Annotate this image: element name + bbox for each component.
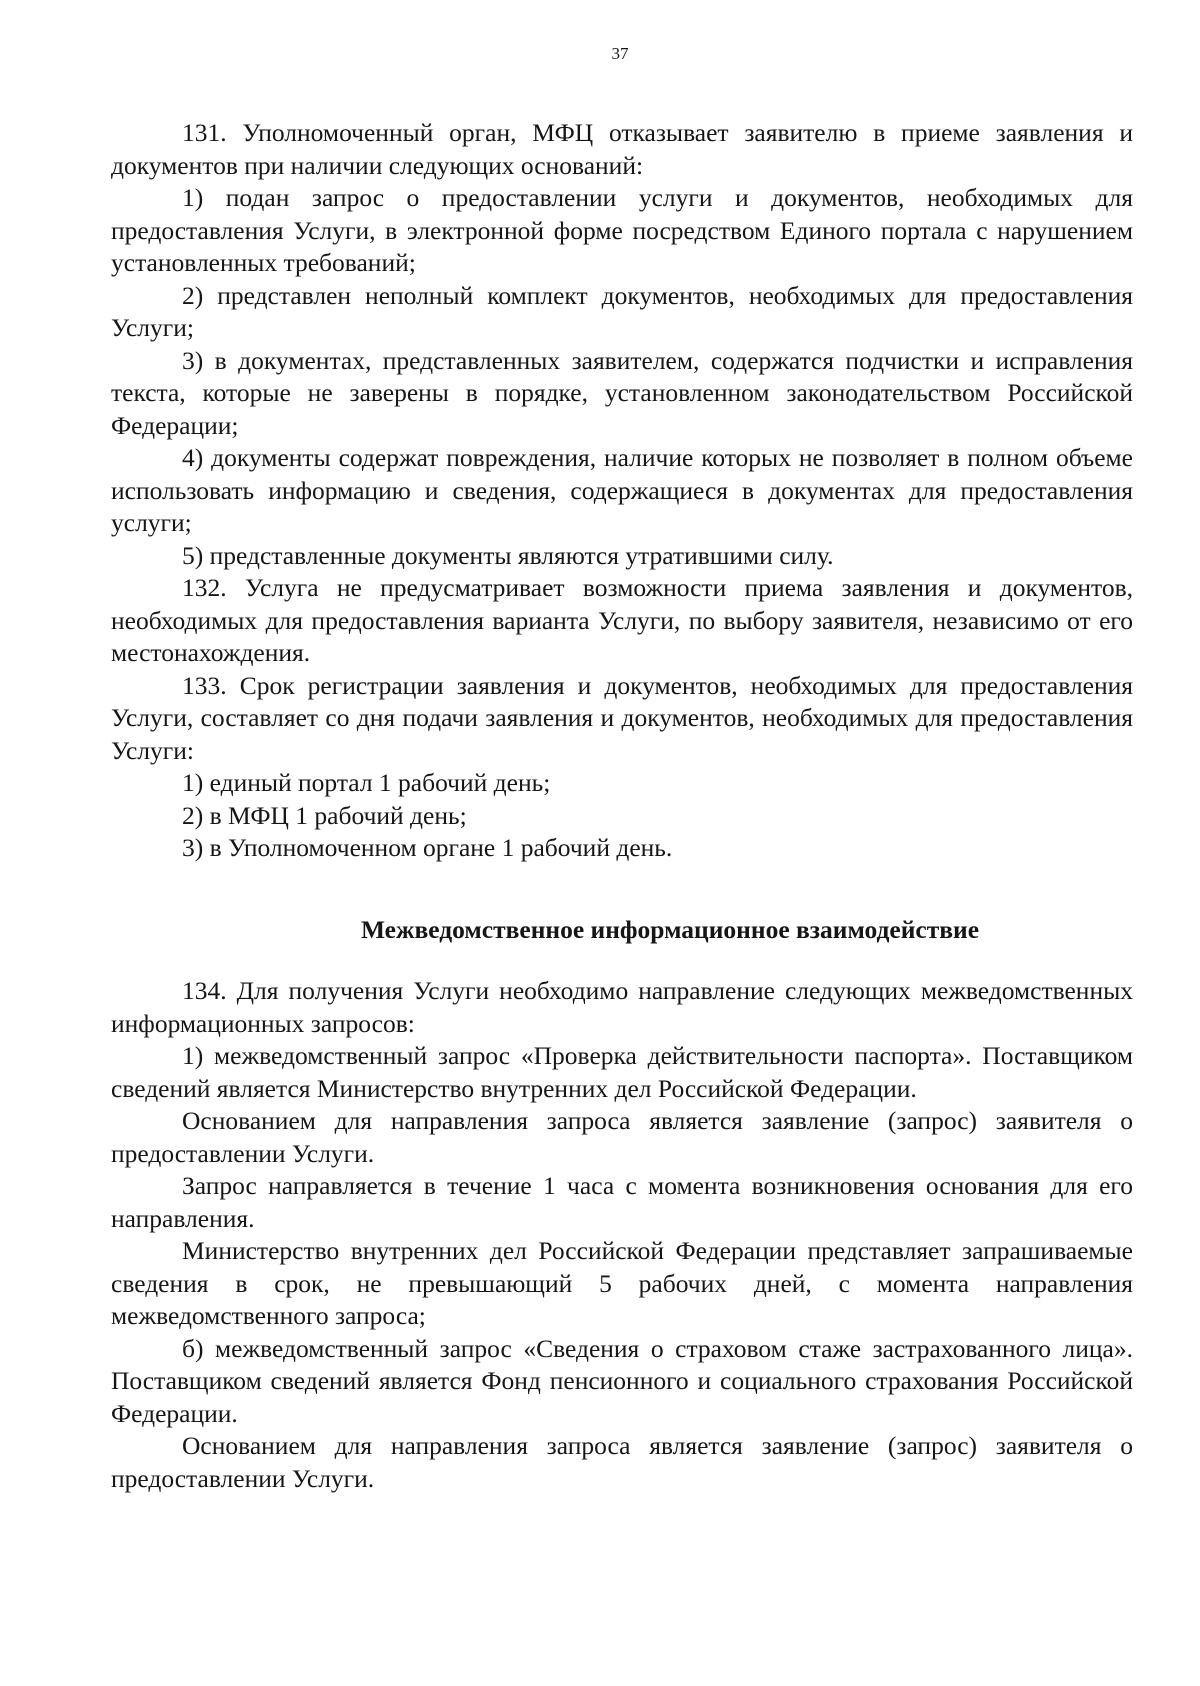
paragraph-133-item-3: 3) в Уполномоченном органе 1 рабочий день.: [182, 833, 673, 862]
paragraph-134-item-1: 1) межведомственный запрос «Проверка действительности паспорта». Поставщиком сведений является Министерство внутренних дел Российской Федерации.: [111, 1041, 1133, 1103]
paragraph-134-response: Министерство внутренних дел Российской Федерации представляет запрашиваемые сведения в срок, не превышающий 5 рабочих дней, с момента направления межведомственного запроса;: [111, 1236, 1133, 1330]
paragraph-131-item-1: 1) подан запрос о предоставлении услуги и документов, необходимых для предоставления Услуги, в электронной форме посредством Единого портала с нарушением установленных требований;: [111, 183, 1133, 277]
paragraph-131-item-4: 4) документы содержат повреждения, наличие которых не позволяет в полном объеме использовать информацию и сведения, содержащиеся в документах для предоставления услуги;: [111, 443, 1133, 537]
paragraph-131-item-2: 2) представлен неполный комплект документов, необходимых для предоставления Услуги;: [111, 280, 1133, 342]
paragraph-131: 131. Уполномоченный орган, МФЦ отказывает заявителю в приеме заявления и документов при наличии следующих оснований:: [111, 118, 1133, 180]
section-heading: Межведомственное информационное взаимодействие: [360, 914, 980, 944]
paragraph-131-item-5: 5) представленные документы являются утратившими силу.: [182, 540, 834, 570]
paragraph-133-item-1: 1) единый портал 1 рабочий день;: [182, 768, 551, 797]
page-number: 37: [611, 44, 629, 63]
document-body: [111, 117, 1133, 1495]
paragraph-131-item-3: 3) в документах, представленных заявителем, содержатся подчистки и исправления текста, которые не заверены в порядке, установленном законодательством Российской Федерации;: [111, 345, 1133, 440]
paragraph-134-basis-1: Основанием для направления запроса является заявление (запрос) заявителя о предоставлении Услуги.: [111, 1106, 1133, 1168]
paragraph-134-basis-2: Основанием для направления запроса является заявление (запрос) заявителя о предоставлении Услуги.: [111, 1431, 1133, 1493]
paragraph-132: 132. Услуга не предусматривает возможности приема заявления и документов, необходимых для предоставления варианта Услуги, по выбору заявителя, независимо от его местонахождения.: [111, 573, 1133, 667]
paragraph-133-item-2: 2) в МФЦ 1 рабочий день;: [182, 800, 467, 830]
paragraph-134-item-6: б) межведомственный запрос «Сведения о страховом стаже застрахованного лица». Поставщиком сведений является Фонд пенсионного и социального страхования Российской Федерации.: [111, 1333, 1133, 1428]
paragraph-134-timing: Запрос направляется в течение 1 часа с момента возникновения основания для его направления.: [111, 1171, 1133, 1233]
paragraph-134: 134. Для получения Услуги необходимо направление следующих межведомственных информационных запросов:: [111, 976, 1133, 1038]
paragraph-133: 133. Срок регистрации заявления и документов, необходимых для предоставления Услуги, составляет со дня подачи заявления и документов, необходимых для предоставления Услуги:: [111, 670, 1133, 765]
